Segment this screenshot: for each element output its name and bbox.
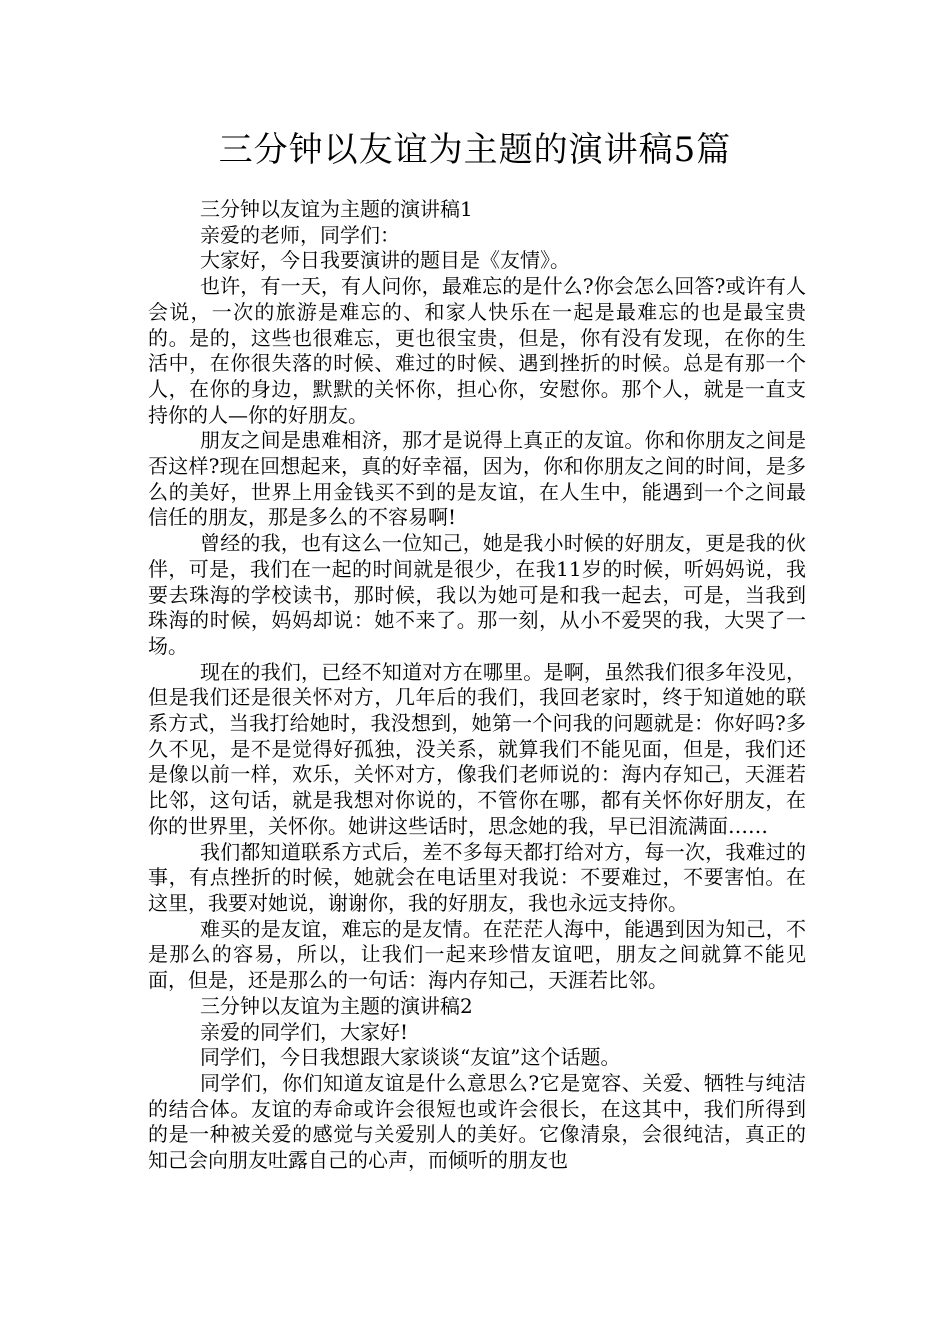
body-paragraph: 同学们，你们知道友谊是什么意思么?它是宽容、关爱、牺牲与纯洁的结合体。友谊的寿命或许会很短也或许会很长，在这其中，我们所得到的是一种被关爱的感觉与关爱别人的美好。它像清泉，会很纯洁，真正的知己会向朋友吐露自己的心声，而倾听的朋友也 [148, 1070, 806, 1173]
body-paragraph: 现在的我们，已经不知道对方在哪里。是啊，虽然我们很多年没见，但是我们还是很关怀对方，几年后的我们，我回老家时，终于知道她的联系方式，当我打给她时，我没想到，她第一个问我的问题就是：你好吗?多久不见，是不是觉得好孤独，没关系，就算我们不能见面，但是，我们还是像以前一样，欢乐，关怀对方，像我们老师说的：海内存知己，天涯若比邻，这句话，就是我想对你说的，不管你在哪，都有关怀你好朋友，在你的世界里，关怀你。她讲这些话时，思念她的我，早已泪流满面…… [148, 659, 806, 838]
body-paragraph: 曾经的我，也有这么一位知己，她是我小时候的好朋友，更是我的伙伴，可是，我们在一起的时间就是很少，在我11岁的时候，听妈妈说，我要去珠海的学校读书，那时候，我以为她可是和我一起去，可是，当我到珠海的时候，妈妈却说：她不来了。那一刻，从小不爱哭的我，大哭了一场。 [148, 531, 806, 658]
speech-1-greeting: 大家好，今日我要演讲的题目是《友情》。 [200, 248, 570, 273]
document-body [148, 197, 806, 1174]
body-paragraph: 朋友之间是患难相济，那才是说得上真正的友谊。你和你朋友之间是否这样?现在回想起来，真的好幸福，因为，你和你朋友之间的时间，是多么的美好，世界上用金钱买不到的是友谊，在人生中，能遇到一个之间最信任的朋友，那是多么的不容易啊! [148, 428, 806, 530]
speech-1-salutation: 亲爱的老师，同学们： [200, 222, 400, 247]
speech-1-heading: 三分钟以友谊为主题的演讲稿1 [200, 197, 473, 221]
speech-2-heading: 三分钟以友谊为主题的演讲稿2 [200, 993, 473, 1018]
body-paragraph: 我们都知道联系方式后，差不多每天都打给对方，每一次，我难过的事，有点挫折的时候，她就会在电话里对我说：不要难过，不要害怕。在这里，我要对她说，谢谢你，我的好朋友，我也永远支持你。 [148, 839, 806, 915]
body-paragraph: 难买的是友谊，难忘的是友情。在茫茫人海中，能遇到因为知己，不是那么的容易，所以，让我们一起来珍惜友谊吧，朋友之间就算不能见面，但是，还是那么的一句话：海内存知己，天涯若比邻。 [148, 916, 806, 993]
speech-2-greeting: 同学们，今日我想跟大家谈谈“友谊”这个话题。 [200, 1045, 621, 1070]
document-title: 三分钟以友谊为主题的演讲稿5篇 [218, 130, 732, 170]
body-paragraph: 也许，有一天，有人问你，最难忘的是什么?你会怎么回答?或许有人会说，一次的旅游是难忘的、和家人快乐在一起是最难忘的也是最宝贵的。是的，这些也很难忘，更也很宝贵，但是，你有没有发现，在你的生活中，在你很失落的时候、难过的时候、遇到挫折的时候。总是有那一个人，在你的身边，默默的关怀你，担心你，安慰你。那个人，就是一直支持你的人—你的好朋友。 [148, 274, 806, 427]
speech-2-salutation: 亲爱的同学们，大家好! [200, 1019, 409, 1044]
